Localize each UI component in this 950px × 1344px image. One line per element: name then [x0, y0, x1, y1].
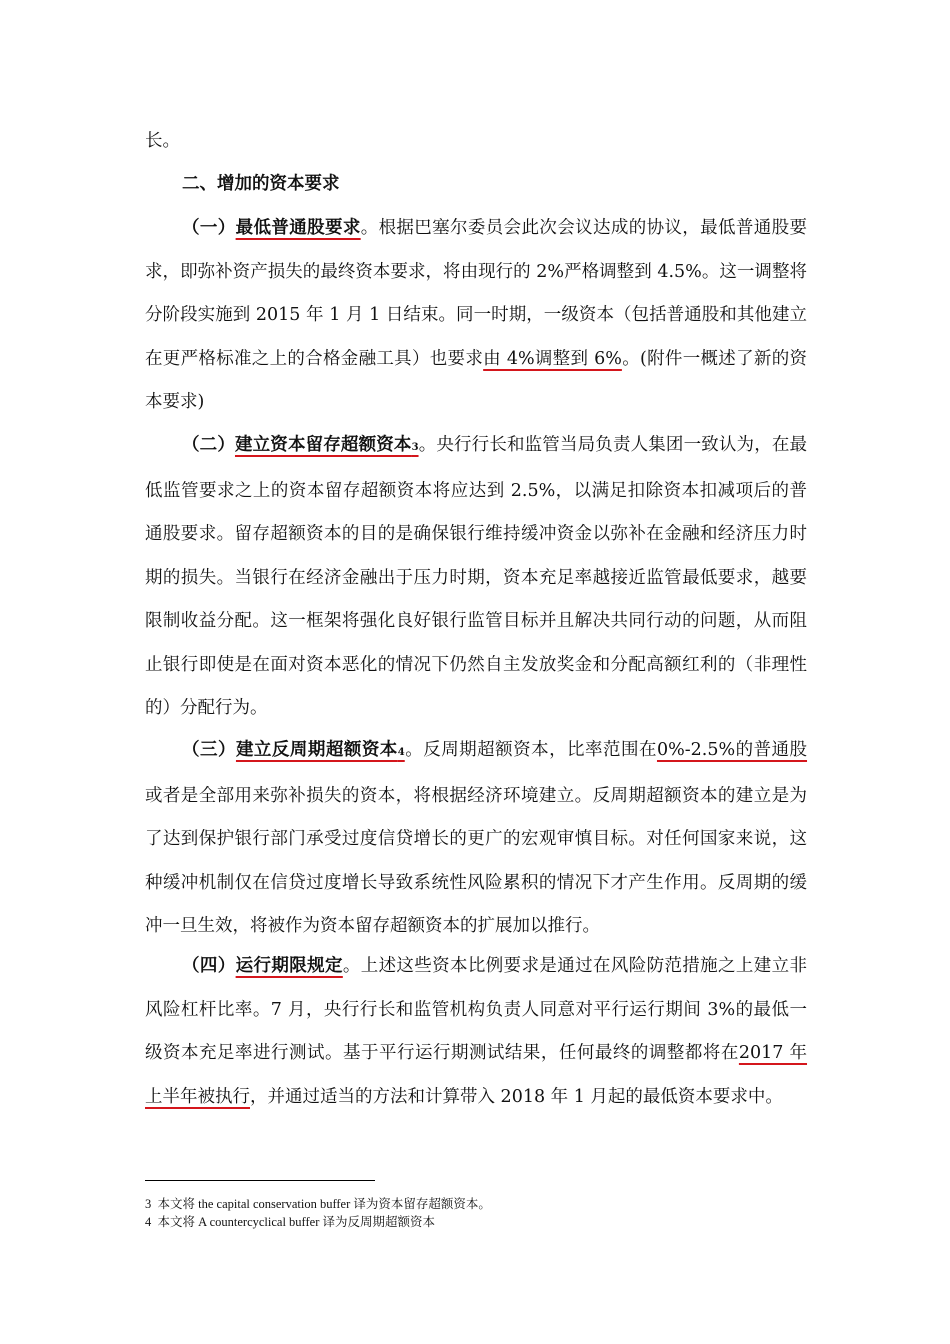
paragraph-4 [145, 945, 807, 1119]
keyword-text: 建立资本留存超额资本 [234, 435, 412, 455]
paragraph-number: （二） [182, 435, 235, 455]
paragraph-number: （四） [182, 956, 236, 976]
paragraph-text-tail: 。(附件一概述了新的资本要求) [145, 348, 807, 412]
footnote-divider [145, 1180, 375, 1181]
paragraph-keyword: 最低普通股要求 [235, 218, 361, 238]
continuation-line: 长。 [145, 131, 180, 151]
paragraph-text: 。央行行长和监管当局负责人集团一致认为，在最低监管要求之上的资本留存超额资本将应达到 2.5%，以满足扣除资本扣减项后的普通股要求。留存超额资本的目的是确保银行维持缓冲资金以弥补在金融和经济压力时期的损失。当银行在经济金融出于压力时期，资本充足率越接近监管最低要求，越要限制收益分配。这一框架将强化良好银行监管目标并且解决共同行动的问题，从而阻止银行即使是在面对资本恶化的情况下仍然自主发放奖金和分配高额红利的（非理性的）分配行为。 [145, 435, 808, 718]
footnote-4 [145, 1214, 435, 1231]
paragraph-text: 。反周期超额资本，比率范围在 [404, 740, 657, 760]
paragraph-text-tail: ，并通过适当的方法和计算带入 2018 年 1 月起的最低资本要求中。 [250, 1086, 783, 1107]
highlighted-phrase: 由 4%调整到 6% [483, 348, 622, 369]
highlighted-phrase: 2017 年上半年被执行 [145, 1043, 808, 1107]
footnote-ref: 3 [411, 442, 419, 453]
paragraph-number: （一） [182, 218, 236, 238]
footnote-mark: 4 [145, 1215, 152, 1229]
paragraph-number: （三） [182, 740, 236, 760]
paragraph-1 [145, 207, 807, 425]
section-heading: 二、增加的资本要求 [182, 174, 340, 194]
footnote-ref: 4 [397, 747, 405, 758]
paragraph-keyword: 运行期限规定 [235, 956, 343, 976]
footnote-text: 本文将 A countercyclical buffer 译为反周期超额资本 [157, 1215, 435, 1229]
keyword-tail: 。 [360, 218, 379, 238]
footnote-3 [145, 1196, 491, 1213]
paragraph-3 [145, 729, 807, 949]
footnote-text: 本文将 the capital conservation buffer 译为资本留存超额资本。 [157, 1197, 491, 1211]
paragraph-2 [145, 424, 807, 731]
highlighted-phrase: 0%-2.5%的普通股 [656, 740, 808, 760]
footnote-mark: 3 [145, 1197, 152, 1211]
paragraph-text-tail: 或者是全部用来弥补损失的资本，将根据经济环境建立。反周期超额资本的建立是为了达到保护银行部门承受过度信贷增长的更广的宏观审慎目标。对任何国家来说，这种缓冲机制仅在信贷过度增长导致系统性风险累积的情况下才产生作用。反周期的缓冲一旦生效，将被作为资本留存超额资本的扩展加以推行。 [145, 785, 807, 936]
continuation-text [145, 120, 807, 164]
paragraph-text: 根据巴塞尔委员会此次会议达成的协议，最低普通股要求，即弥补资产损失的最终资本要求，将由现行的 2%严格调整到 4.5%。这一调整将分阶段实施到 2015 年 1 月 1 日结束。同一时期，一级资本（包括普通股和其他建立在更严格标准之上的合格金融工具）也要求 [145, 218, 808, 369]
paragraph-keyword [236, 740, 405, 760]
paragraph-keyword [235, 435, 419, 455]
paragraph-text: 。上述这些资本比例要求是通过在风险防范措施之上建立非风险杠杆比率。7 月，央行行长和监管机构负责人同意对平行运行期间 3%的最低一级资本充足率进行测试。基于平行运行期测试结果，任何最终的调整都将在 [145, 956, 808, 1063]
keyword-text: 建立反周期超额资本 [235, 740, 398, 760]
